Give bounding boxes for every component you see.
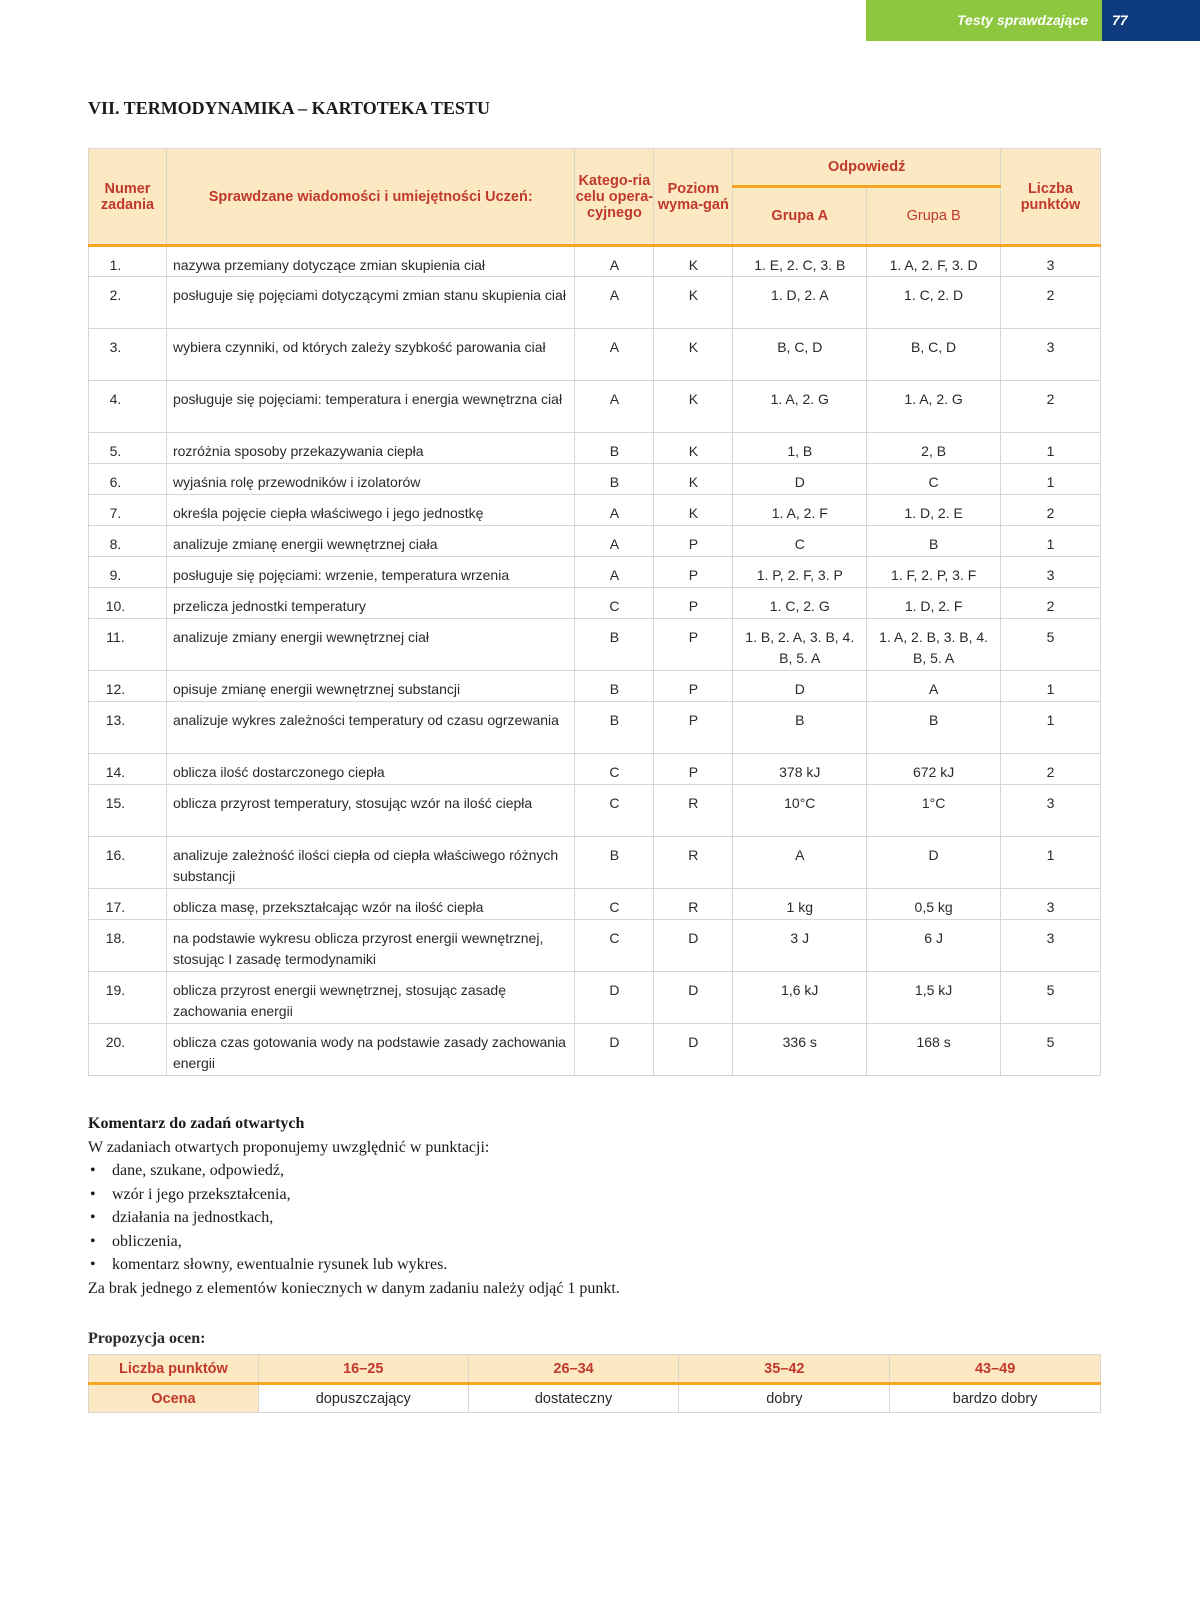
task-number: 19. — [89, 972, 167, 1024]
category-cell: B — [575, 837, 654, 889]
points-cell: 3 — [1001, 557, 1101, 588]
category-cell: A — [575, 277, 654, 329]
level-cell: D — [654, 1024, 733, 1076]
answer-a-cell: B, C, D — [733, 329, 867, 381]
list-item: • komentarz słowny, ewentualnie rysunek lub wykres. — [88, 1253, 1088, 1277]
grade-value: dobry — [679, 1384, 890, 1413]
level-cell: D — [654, 920, 733, 972]
table-row — [89, 785, 1101, 837]
header-skills: Sprawdzane wiadomości i umiejętności Uczeń: — [166, 149, 574, 246]
skill-cell: posługuje się pojęciami: temperatura i energia wewnętrzna ciał — [166, 381, 574, 433]
points-cell: 1 — [1001, 526, 1101, 557]
answer-b-cell: D — [867, 837, 1001, 889]
answer-b-cell: 1. C, 2. D — [867, 277, 1001, 329]
answer-b-cell: 1,5 kJ — [867, 972, 1001, 1024]
answer-b-cell: B, C, D — [867, 329, 1001, 381]
answer-a-cell: 1. E, 2. C, 3. B — [733, 246, 867, 277]
table-row — [89, 557, 1101, 588]
answer-b-cell: 1. D, 2. E — [867, 495, 1001, 526]
task-number: 5. — [89, 433, 167, 464]
points-cell: 5 — [1001, 619, 1101, 671]
level-cell: K — [654, 246, 733, 277]
table-row — [89, 754, 1101, 785]
points-cell: 3 — [1001, 785, 1101, 837]
task-number: 10. — [89, 588, 167, 619]
skill-cell: przelicza jednostki temperatury — [166, 588, 574, 619]
answer-a-cell: 336 s — [733, 1024, 867, 1076]
category-cell: A — [575, 381, 654, 433]
table-row — [89, 246, 1101, 277]
table-row — [89, 329, 1101, 381]
table-row — [89, 619, 1101, 671]
level-cell: K — [654, 464, 733, 495]
level-cell: K — [654, 277, 733, 329]
table-row — [89, 464, 1101, 495]
points-cell: 1 — [1001, 433, 1101, 464]
points-cell: 3 — [1001, 889, 1101, 920]
answer-key-table — [88, 148, 1101, 1076]
section-label: Testy sprawdzające — [957, 12, 1088, 28]
level-cell: P — [654, 754, 733, 785]
level-cell: P — [654, 588, 733, 619]
task-number: 1. — [89, 246, 167, 277]
grade-range: 16–25 — [258, 1355, 468, 1384]
points-cell: 1 — [1001, 702, 1101, 754]
answer-b-cell: A — [867, 671, 1001, 702]
answer-a-cell: 3 J — [733, 920, 867, 972]
answer-a-cell: 1,6 kJ — [733, 972, 867, 1024]
level-cell: K — [654, 433, 733, 464]
table-row — [89, 972, 1101, 1024]
list-item: • działania na jednostkach, — [88, 1206, 1088, 1230]
answer-b-cell: B — [867, 526, 1001, 557]
task-number: 3. — [89, 329, 167, 381]
header-group-b: Grupa B — [867, 187, 1001, 246]
points-cell: 2 — [1001, 381, 1101, 433]
grades-points-label: Liczba punktów — [89, 1355, 259, 1384]
task-number: 4. — [89, 381, 167, 433]
level-cell: R — [654, 889, 733, 920]
category-cell: A — [575, 526, 654, 557]
category-cell: C — [575, 588, 654, 619]
answer-b-cell: 1. A, 2. F, 3. D — [867, 246, 1001, 277]
table-row — [89, 495, 1101, 526]
table-row — [89, 671, 1101, 702]
header-level: Poziom wyma-gań — [654, 149, 733, 246]
grade-range: 35–42 — [679, 1355, 890, 1384]
points-cell: 1 — [1001, 671, 1101, 702]
skill-cell: określa pojęcie ciepła właściwego i jego jednostkę — [166, 495, 574, 526]
level-cell: P — [654, 619, 733, 671]
answer-b-cell: C — [867, 464, 1001, 495]
skill-cell: analizuje zależność ilości ciepła od ciepła właściwego różnych substancji — [166, 837, 574, 889]
skill-cell: rozróżnia sposoby przekazywania ciepła — [166, 433, 574, 464]
task-number: 14. — [89, 754, 167, 785]
level-cell: K — [654, 329, 733, 381]
points-cell: 2 — [1001, 754, 1101, 785]
task-number: 6. — [89, 464, 167, 495]
skill-cell: opisuje zmianę energii wewnętrznej substancji — [166, 671, 574, 702]
skill-cell: posługuje się pojęciami dotyczącymi zmian stanu skupienia ciał — [166, 277, 574, 329]
list-item: • obliczenia, — [88, 1230, 1088, 1254]
skill-cell: analizuje wykres zależności temperatury od czasu ogrzewania — [166, 702, 574, 754]
answer-b-cell: 1°C — [867, 785, 1001, 837]
level-cell: R — [654, 837, 733, 889]
grade-value: dostateczny — [468, 1384, 679, 1413]
grades-grade-label: Ocena — [89, 1384, 259, 1413]
grades-title: Propozycja ocen: — [88, 1330, 206, 1347]
level-cell: P — [654, 671, 733, 702]
table-row — [89, 433, 1101, 464]
level-cell: P — [654, 526, 733, 557]
answer-a-cell: 378 kJ — [733, 754, 867, 785]
category-cell: B — [575, 671, 654, 702]
category-cell: D — [575, 1024, 654, 1076]
skill-cell: wybiera czynniki, od których zależy szybkość parowania ciał — [166, 329, 574, 381]
points-cell: 5 — [1001, 1024, 1101, 1076]
task-number: 16. — [89, 837, 167, 889]
header-task-number: Numer zadania — [89, 149, 167, 246]
skill-cell: analizuje zmianę energii wewnętrznej ciała — [166, 526, 574, 557]
comment-heading: Komentarz do zadań otwartych — [88, 1115, 305, 1132]
task-number: 13. — [89, 702, 167, 754]
task-number: 18. — [89, 920, 167, 972]
level-cell: P — [654, 557, 733, 588]
table-row — [89, 381, 1101, 433]
table-row — [89, 920, 1101, 972]
category-cell: B — [575, 702, 654, 754]
points-cell: 1 — [1001, 464, 1101, 495]
table-row — [89, 588, 1101, 619]
skill-cell: oblicza przyrost energii wewnętrznej, stosując zasadę zachowania energii — [166, 972, 574, 1024]
task-number: 20. — [89, 1024, 167, 1076]
skill-cell: wyjaśnia rolę przewodników i izolatorów — [166, 464, 574, 495]
grade-range: 26–34 — [468, 1355, 679, 1384]
category-cell: A — [575, 495, 654, 526]
list-item: • dane, szukane, odpowiedź, — [88, 1159, 1088, 1183]
points-cell: 3 — [1001, 246, 1101, 277]
level-cell: R — [654, 785, 733, 837]
answer-b-cell: 6 J — [867, 920, 1001, 972]
skill-cell: oblicza czas gotowania wody na podstawie zasady zachowania energii — [166, 1024, 574, 1076]
skill-cell: analizuje zmiany energii wewnętrznej ciał — [166, 619, 574, 671]
page-number: 77 — [1112, 12, 1128, 28]
points-cell: 2 — [1001, 495, 1101, 526]
task-number: 2. — [89, 277, 167, 329]
grade-range: 43–49 — [890, 1355, 1101, 1384]
answer-a-cell: C — [733, 526, 867, 557]
level-cell: K — [654, 381, 733, 433]
skill-cell: na podstawie wykresu oblicza przyrost energii wewnętrznej, stosując I zasadę termodynamiki — [166, 920, 574, 972]
level-cell: D — [654, 972, 733, 1024]
table-row — [89, 702, 1101, 754]
task-number: 12. — [89, 671, 167, 702]
table-row — [89, 277, 1101, 329]
points-cell: 5 — [1001, 972, 1101, 1024]
grade-value: dopuszczający — [258, 1384, 468, 1413]
table-row — [89, 1024, 1101, 1076]
task-number: 17. — [89, 889, 167, 920]
answer-b-cell: 1. D, 2. F — [867, 588, 1001, 619]
task-number: 9. — [89, 557, 167, 588]
grade-value: bardzo dobry — [890, 1384, 1101, 1413]
answer-b-cell: 1. F, 2. P, 3. F — [867, 557, 1001, 588]
answer-b-cell: 168 s — [867, 1024, 1001, 1076]
answer-a-cell: 1. A, 2. F — [733, 495, 867, 526]
level-cell: P — [654, 702, 733, 754]
task-number: 7. — [89, 495, 167, 526]
skill-cell: nazywa przemiany dotyczące zmian skupienia ciał — [166, 246, 574, 277]
header-group-a: Grupa A — [733, 187, 867, 246]
header-category: Katego-ria celu opera-cyjnego — [575, 149, 654, 246]
answer-b-cell: 672 kJ — [867, 754, 1001, 785]
open-tasks-comment — [88, 1112, 1088, 1300]
table-row — [89, 526, 1101, 557]
grades-table — [88, 1354, 1101, 1413]
answer-a-cell: A — [733, 837, 867, 889]
task-number: 8. — [89, 526, 167, 557]
answer-a-cell: 1. C, 2. G — [733, 588, 867, 619]
points-cell: 2 — [1001, 588, 1101, 619]
task-number: 15. — [89, 785, 167, 837]
answer-a-cell: 1. B, 2. A, 3. B, 4. B, 5. A — [733, 619, 867, 671]
header-points: Liczba punktów — [1001, 149, 1101, 246]
skill-cell: oblicza przyrost temperatury, stosując wzór na ilość ciepła — [166, 785, 574, 837]
category-cell: C — [575, 920, 654, 972]
comment-intro: W zadaniach otwartych proponujemy uwzględnić w punktacji: — [88, 1138, 490, 1156]
category-cell: A — [575, 329, 654, 381]
level-cell: K — [654, 495, 733, 526]
answer-a-cell: D — [733, 464, 867, 495]
answer-a-cell: 1. D, 2. A — [733, 277, 867, 329]
answer-a-cell: B — [733, 702, 867, 754]
list-item: • wzór i jego przekształcenia, — [88, 1183, 1088, 1207]
category-cell: A — [575, 557, 654, 588]
points-cell: 2 — [1001, 277, 1101, 329]
answer-b-cell: 1. A, 2. B, 3. B, 4. B, 5. A — [867, 619, 1001, 671]
category-cell: B — [575, 619, 654, 671]
answer-b-cell: 2, B — [867, 433, 1001, 464]
table-row — [89, 837, 1101, 889]
skill-cell: oblicza ilość dostarczonego ciepła — [166, 754, 574, 785]
comment-list — [88, 1159, 1088, 1277]
task-number: 11. — [89, 619, 167, 671]
table-row — [89, 889, 1101, 920]
answer-a-cell: 10°C — [733, 785, 867, 837]
answer-a-cell: 1 kg — [733, 889, 867, 920]
category-cell: C — [575, 785, 654, 837]
category-cell: A — [575, 246, 654, 277]
points-cell: 3 — [1001, 920, 1101, 972]
points-cell: 1 — [1001, 837, 1101, 889]
answer-b-cell: 0,5 kg — [867, 889, 1001, 920]
answer-a-cell: 1. A, 2. G — [733, 381, 867, 433]
category-cell: C — [575, 754, 654, 785]
category-cell: B — [575, 464, 654, 495]
header-answer: Odpowiedź — [733, 149, 1001, 187]
points-cell: 3 — [1001, 329, 1101, 381]
answer-a-cell: D — [733, 671, 867, 702]
category-cell: D — [575, 972, 654, 1024]
answer-b-cell: 1. A, 2. G — [867, 381, 1001, 433]
skill-cell: posługuje się pojęciami: wrzenie, temperatura wrzenia — [166, 557, 574, 588]
comment-outro: Za brak jednego z elementów koniecznych w danym zadaniu należy odjąć 1 punkt. — [88, 1279, 620, 1297]
category-cell: C — [575, 889, 654, 920]
answer-a-cell: 1, B — [733, 433, 867, 464]
category-cell: B — [575, 433, 654, 464]
answer-b-cell: B — [867, 702, 1001, 754]
answer-a-cell: 1. P, 2. F, 3. P — [733, 557, 867, 588]
page-title: VII. TERMODYNAMIKA – KARTOTEKA TESTU — [88, 98, 490, 118]
skill-cell: oblicza masę, przekształcając wzór na ilość ciepła — [166, 889, 574, 920]
section-label-tab — [866, 0, 1102, 41]
page-number-tab — [1102, 0, 1200, 41]
